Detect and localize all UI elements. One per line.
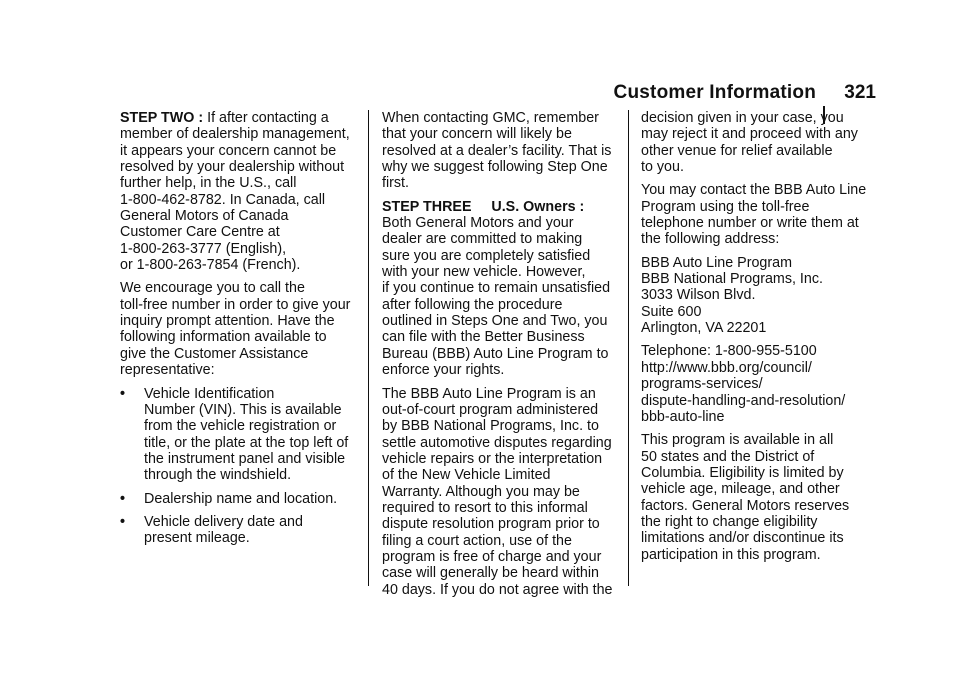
text-line: Dealership name and location. — [144, 490, 338, 507]
bullet-icon: • — [120, 513, 126, 530]
text-line: telephone number or write them at — [641, 215, 859, 232]
text-line: with your new vehicle. However, — [382, 264, 586, 281]
intro-paragraph — [382, 110, 618, 192]
column-3 — [641, 110, 877, 570]
text-line: why we suggest following Step One — [382, 159, 608, 176]
text-line: Customer Care Centre at — [120, 224, 280, 241]
text-line: if you continue to remain unsatisfied — [382, 280, 611, 297]
text-line: first. — [382, 175, 410, 192]
step-two-paragraph — [120, 110, 356, 273]
text-line: This program is available in all — [641, 432, 834, 449]
text-line: to you. — [641, 159, 684, 176]
text-line: representative: — [120, 362, 215, 379]
text-line: vehicle repairs or the interpretation — [382, 450, 603, 467]
website-url: bbb-auto-line — [641, 408, 725, 425]
website-url: programs-services/ — [641, 376, 763, 393]
text-line: filing a court action, use of the — [382, 532, 572, 549]
text-line: You may contact the BBB Auto Line — [641, 182, 867, 199]
text-line: it appears your concern cannot be — [120, 142, 337, 159]
text-line: dispute resolution program prior to — [382, 516, 600, 533]
step-two-label: STEP TWO : — [120, 110, 204, 126]
text-line: 1-800-462-8782. In Canada, call — [120, 191, 326, 208]
text-line: from the vehicle registration or — [144, 418, 337, 435]
text-line: Arlington, VA 22201 — [641, 320, 767, 337]
text-line: 40 days. If you do not agree with the — [382, 581, 613, 598]
text-line: present mileage. — [144, 530, 250, 547]
text-line: We encourage you to call the — [120, 280, 305, 297]
text-line: case will generally be heard within — [382, 565, 599, 582]
text-line: 50 states and the District of — [641, 448, 815, 465]
text-line: dealer are committed to making — [382, 231, 583, 248]
text-line: after following the procedure — [382, 296, 563, 313]
text-line: General Motors of Canada — [120, 208, 289, 225]
text-line: 1-800-263-3777 (English), — [120, 240, 287, 257]
text-line: by BBB National Programs, Inc. to — [382, 418, 599, 435]
website-url: http://www.bbb.org/council/ — [641, 359, 812, 376]
text-line: member of dealership management, — [120, 126, 350, 143]
text-line: the right to change eligibility — [641, 513, 818, 530]
text-line: Program using the toll-free — [641, 198, 810, 215]
bullet-item-dealership — [120, 491, 356, 507]
text-line: may reject it and proceed with any — [641, 126, 858, 143]
contact-paragraph — [641, 182, 877, 247]
bullet-icon: • — [120, 490, 126, 507]
telephone-number: Telephone: 1-800-955-5100 — [641, 343, 817, 360]
text-line: the instrument panel and visible — [144, 450, 346, 467]
text-line: limitations and/or discontinue its — [641, 530, 844, 547]
column-divider-1 — [368, 110, 369, 586]
text-line: the following address: — [641, 231, 780, 248]
text-line: that your concern will likely be — [382, 126, 572, 143]
column-2 — [382, 110, 618, 605]
text-line: BBB Auto Line Program — [641, 254, 792, 271]
text-line: through the windshield. — [144, 467, 292, 484]
text-line: participation in this program. — [641, 546, 821, 563]
section-title: Customer Information — [613, 82, 816, 103]
text-line: following information available to — [120, 329, 327, 346]
text-line: title, or the plate at the top left of — [144, 434, 349, 451]
text-line: Vehicle Identification — [144, 385, 275, 402]
bullet-item-delivery — [120, 514, 356, 547]
text-line: settle automotive disputes regarding — [382, 434, 612, 451]
text-line: Number (VIN). This is available — [144, 401, 342, 418]
availability-paragraph — [641, 432, 877, 563]
text-line: outlined in Steps One and Two, you — [382, 313, 608, 330]
text-line: sure you are completely satisfied — [382, 247, 591, 264]
page-number: 321 — [844, 82, 876, 103]
bullet-item-vin — [120, 386, 356, 484]
text-line: The BBB Auto Line Program is an — [382, 385, 596, 402]
text-line: or 1-800-263-7854 (French). — [120, 257, 301, 274]
text-line: out-of-court program administered — [382, 401, 599, 418]
bullet-icon: • — [120, 385, 126, 402]
step-three-label: STEP THREE U.S. Owners : — [382, 198, 585, 215]
text-line: Columbia. Eligibility is limited by — [641, 464, 844, 481]
encourage-paragraph — [120, 280, 356, 378]
text-line: of the New Vehicle Limited — [382, 467, 551, 484]
text-line: Suite 600 — [641, 303, 702, 320]
decision-paragraph — [641, 110, 877, 175]
text-line: BBB National Programs, Inc. — [641, 271, 823, 288]
text-line: give the Customer Assistance — [120, 345, 309, 362]
column-1 — [120, 110, 356, 554]
text-line: can file with the Better Business — [382, 329, 585, 346]
text-line: vehicle age, mileage, and other — [641, 481, 840, 498]
text-line: When contacting GMC, remember — [382, 110, 599, 126]
text-line: program is free of charge and your — [382, 548, 602, 565]
column-divider-2 — [628, 110, 629, 586]
telephone-and-website — [641, 343, 877, 425]
mailing-address — [641, 255, 877, 337]
text-line: If after contacting a — [203, 110, 329, 126]
text-line: resolved by your dealership without — [120, 159, 345, 176]
text-line: toll-free number in order to give your — [120, 296, 351, 313]
text-line: further help, in the U.S., call — [120, 175, 297, 192]
text-line: other venue for relief available — [641, 142, 833, 159]
text-line: 3033 Wilson Blvd. — [641, 287, 756, 304]
text-line: Warranty. Although you may be — [382, 483, 580, 500]
text-line: required to resort to this informal — [382, 499, 588, 516]
bbb-program-paragraph — [382, 386, 618, 598]
text-line: Bureau (BBB) Auto Line Program to — [382, 345, 609, 362]
text-line: enforce your rights. — [382, 362, 505, 379]
text-line: resolved at a dealer’s facility. That is — [382, 142, 612, 159]
text-line: inquiry prompt attention. Have the — [120, 313, 335, 330]
text-line: Both General Motors and your — [382, 215, 574, 232]
step-three-paragraph — [382, 199, 618, 379]
text-line: factors. General Motors reserves — [641, 497, 850, 514]
text-line: Vehicle delivery date and — [144, 513, 303, 530]
website-url: dispute-handling-and-resolution/ — [641, 392, 846, 409]
text-line: decision given in your case, you — [641, 110, 844, 126]
